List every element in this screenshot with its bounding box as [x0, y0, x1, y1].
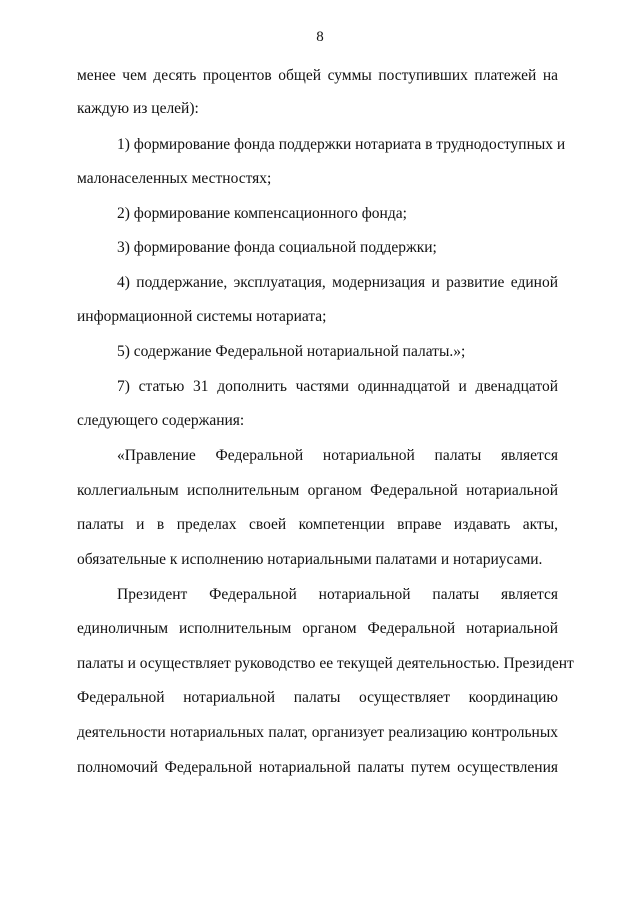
text-line: 3) формирование фонда социальной поддержки;: [117, 239, 437, 256]
text-line: палаты и в пределах своей компетенции вправе издавать акты,: [77, 516, 558, 533]
text-line: коллегиальным исполнительным органом Федеральной нотариальной: [77, 482, 558, 499]
text-line: 2) формирование компенсационного фонда;: [117, 205, 407, 222]
text-line: «Правление Федеральной нотариальной палаты является: [117, 447, 558, 464]
text-line: полномочий Федеральной нотариальной палаты путем осуществления: [77, 759, 558, 776]
text-line: 1) формирование фонда поддержки нотариата в труднодоступных и: [117, 136, 566, 153]
text-line: малонаселенных местностях;: [77, 170, 272, 187]
text-line: 5) содержание Федеральной нотариальной палаты.»;: [117, 343, 466, 360]
text-line: каждую из целей):: [77, 100, 199, 117]
text-line: Президент Федеральной нотариальной палаты является: [117, 586, 558, 603]
text-line: палаты и осуществляет руководство ее текущей деятельностью. Президент: [77, 655, 574, 672]
text-line: следующего содержания:: [77, 412, 245, 429]
page-number: 8: [316, 29, 324, 45]
text-line: 4) поддержание, эксплуатация, модернизация и развитие единой: [117, 274, 558, 291]
text-line: единоличным исполнительным органом Федеральной нотариальной: [77, 620, 558, 637]
text-line: 7) статью 31 дополнить частями одиннадцатой и двенадцатой: [117, 378, 558, 395]
text-line: Федеральной нотариальной палаты осуществляет координацию: [77, 689, 558, 706]
text-line: менее чем десять процентов общей суммы поступивших платежей на: [77, 67, 558, 84]
text-line: деятельности нотариальных палат, организует реализацию контрольных: [77, 724, 558, 741]
text-line: информационной системы нотариата;: [77, 308, 327, 325]
text-line: обязательные к исполнению нотариальными палатами и нотариусами.: [77, 551, 543, 568]
